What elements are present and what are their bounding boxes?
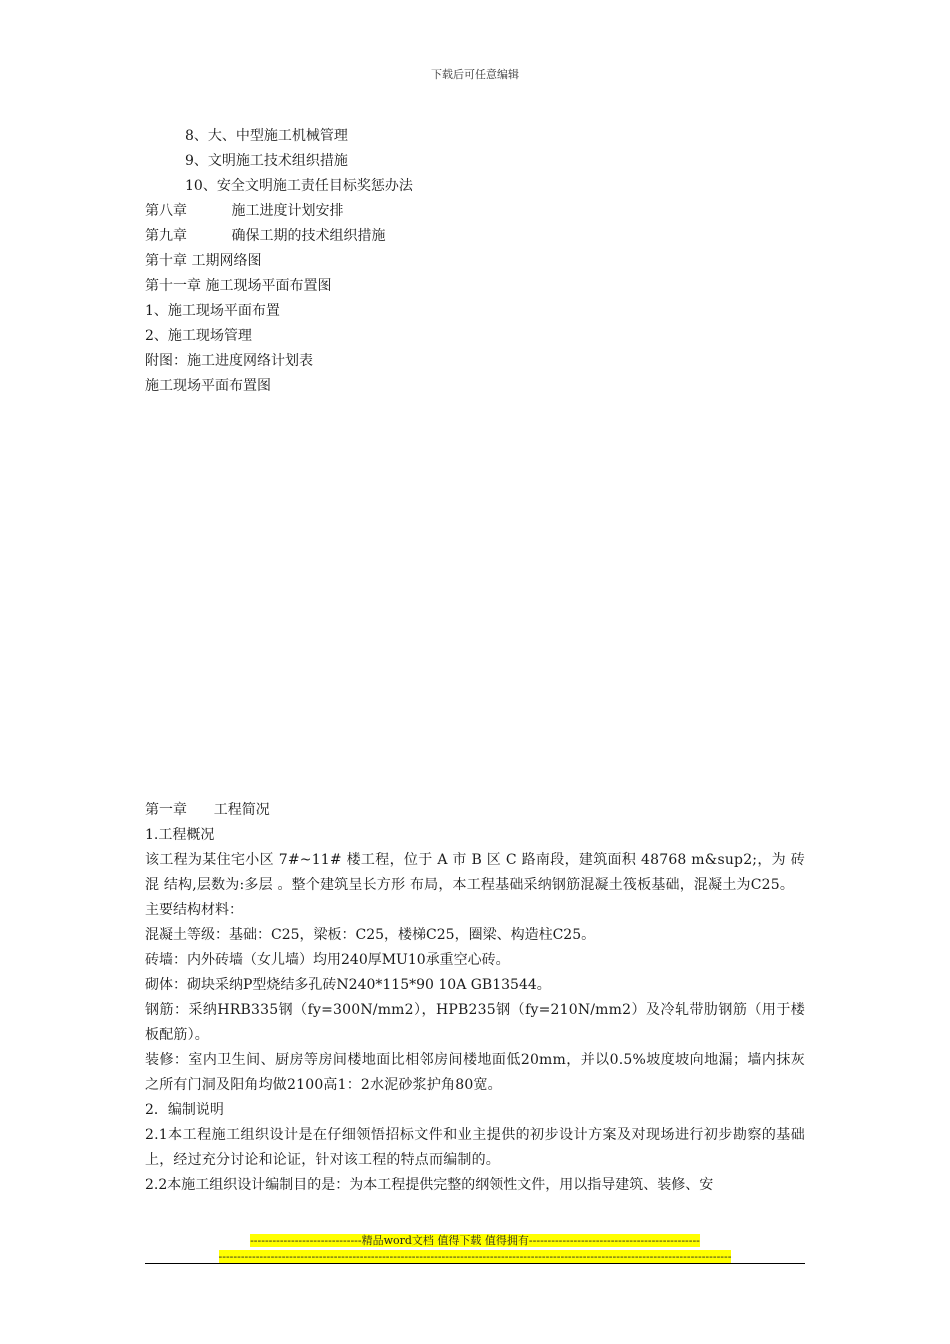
overview-paragraph: 该工程为某住宅小区 7#~11# 楼工程，位于 A 市 B 区 C 路南段，建筑面积 48768 m&sup2;，为 砖混 结构,层数为:多层 。整个建筑呈长方形 布局，本工程基础采纳钢筋混凝土筏板基础，混凝土为C25。 [145, 852, 805, 893]
brick-wall-paragraph: 砖墙：内外砖墙（女儿墙）均用240厚MU10承重空心砖。 [145, 952, 510, 968]
toc-item: 第八章 施工进度计划安排 [145, 203, 344, 219]
steel-paragraph: 钢筋：采纳HRB335钢（fy=300N/mm2），HPB235钢（fy=210N/mm2）及冷轧带肋钢筋（用于楼板配筋）。 [145, 1002, 805, 1043]
footer-rule [145, 1263, 805, 1264]
table-of-contents [145, 124, 805, 399]
toc-item: 第十一章 施工现场平面布置图 [145, 278, 332, 294]
section-title: 2．编制说明 [145, 1102, 224, 1118]
toc-item: 第十章 工期网络图 [145, 253, 262, 269]
materials-title: 主要结构材料： [145, 902, 243, 918]
toc-item: 1、施工现场平面布置 [145, 303, 280, 319]
section-title: 1.工程概况 [145, 827, 215, 843]
chapter-one-body [145, 798, 805, 1198]
toc-item: 10、安全文明施工责任目标奖惩办法 [185, 178, 413, 194]
footer-dash-line [0, 1245, 950, 1261]
paragraph-2-1: 2.1本工程施工组织设计是在仔细领悟招标文件和业主提供的初步设计方案及对现场进行初步勘察的基础上，经过充分讨论和论证，针对该工程的特点而编制的。 [145, 1127, 805, 1168]
toc-item: 附图：施工进度网络计划表 [145, 353, 313, 369]
toc-item: 9、文明施工技术组织措施 [185, 153, 348, 169]
concrete-paragraph: 混凝土等级：基础：C25，梁板：C25，楼梯C25，圈梁、构造柱C25。 [145, 927, 596, 943]
toc-item: 8、大、中型施工机械管理 [185, 128, 348, 144]
footer-banner-text: ------------------------------精品word文档 值得下载 值得拥有---------------------------------------------- [250, 1234, 700, 1247]
footer-dash-text: ------------------------------------------------------------------------------------------------------------------------------------------ [218, 1250, 732, 1263]
paragraph-2-2: 2.2本施工组织设计编制目的是：为本工程提供完整的纲领性文件，用以指导建筑、装修、安 [145, 1177, 714, 1193]
page-header-note: 下载后可任意编辑 [431, 68, 519, 81]
toc-item: 第九章 确保工期的技术组织措施 [145, 228, 386, 244]
toc-item: 施工现场平面布置图 [145, 378, 271, 394]
chapter-title: 第一章 工程简况 [145, 802, 270, 818]
toc-item: 2、施工现场管理 [145, 328, 252, 344]
decoration-paragraph: 装修：室内卫生间、厨房等房间楼地面比相邻房间楼地面低20mm，并以0.5%坡度坡向地漏；墙内抹灰之所有门洞及阳角均做2100高1：2水泥砂浆护角80宽。 [145, 1052, 805, 1093]
footer-banner [0, 1229, 950, 1245]
masonry-paragraph: 砌体：砌块采纳P型烧结多孔砖N240*115*90 10A GB13544。 [145, 977, 551, 993]
